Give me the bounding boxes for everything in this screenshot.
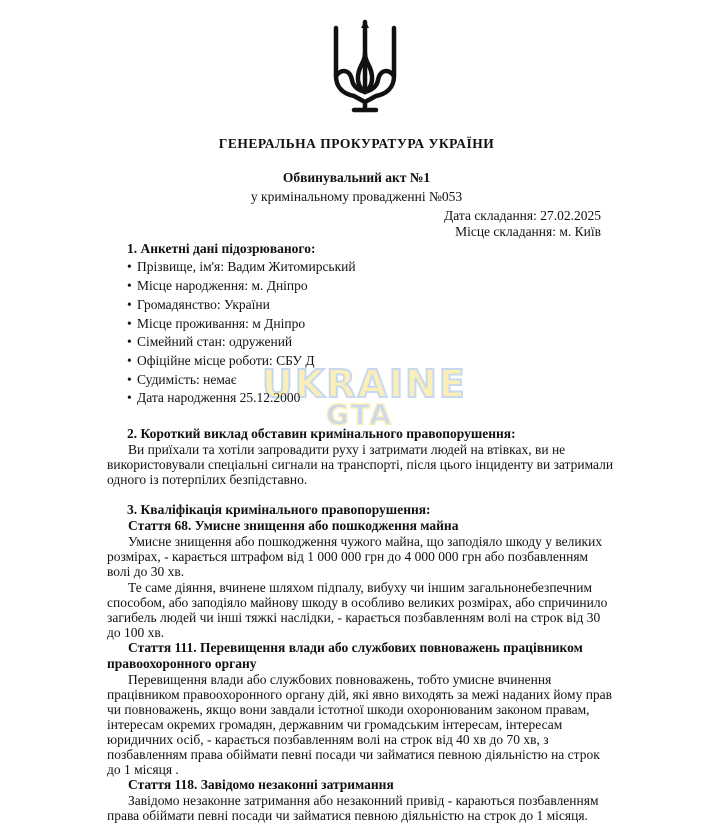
paragraph-line: права обіймати певні посади чи займатися певною діяльністю на строк до 1 місяця. <box>107 808 588 823</box>
list-item-text: Прізвище, ім'я: Вадим Житомирський <box>137 259 356 274</box>
paragraph-line: загибель людей чи інші тяжкі наслідки, - карається позбавленням волі на строк від 30 <box>107 610 601 625</box>
watermark-top-text: UKRAINE <box>262 362 467 406</box>
list-item-text: Судимість: немає <box>137 372 237 387</box>
compile-date: Дата складання: 27.02.2025 <box>444 208 601 223</box>
list-item-text: Сімейний стан: одружений <box>137 334 293 349</box>
act-title: Обвинувальний акт №1 <box>282 170 431 185</box>
paragraph-line: юридичних осіб, - карається позбавленням волі на строк від 40 хв до 70 хв, з <box>107 732 549 747</box>
list-item: • Дата народження 25.12.2000 <box>127 390 301 405</box>
paragraph-line: Перевищення влади або службових повноважень, тобто умисне вчинення <box>128 672 552 687</box>
list-item-text: Дата народження 25.12.2000 <box>137 390 301 405</box>
list-item: • Офіційне місце роботи: СБУ Д <box>127 353 315 368</box>
proceeding-line: у кримінальному провадженні №053 <box>250 189 463 204</box>
section1-title: 1. Анкетні дані підозрюваного: <box>127 241 316 256</box>
trident-emblem-icon <box>330 18 400 114</box>
paragraph-line: Умисне знищення або пошкодження чужого майна, що заподіяло шкоду у великих <box>128 534 603 549</box>
paragraph-line: позбавленням права обіймати певні посади чи займатися певною діяльністю на строк <box>107 747 600 762</box>
list-item-text: Громадянство: України <box>137 297 270 312</box>
article-111-title: Стаття 111. Перевищення влади або службових повноважень працівником <box>128 640 583 655</box>
paragraph-line: інтересам окремих громадян, державним чи громадським інтересам, інтересам <box>107 717 563 732</box>
list-item: • Місце народження: м. Дніпро <box>127 278 308 293</box>
article-68-title: Стаття 68. Умисне знищення або пошкодження майна <box>128 518 459 533</box>
article-118-title: Стаття 118. Завідомо незаконні затримання <box>128 777 394 792</box>
paragraph-line: до 100 хв. <box>107 625 165 640</box>
list-item-text: Офіційне місце роботи: СБУ Д <box>137 353 315 368</box>
list-item-text: Місце проживання: м Дніпро <box>137 316 306 331</box>
watermark-logo <box>256 362 466 434</box>
compile-place: Місце складання: м. Київ <box>455 224 601 239</box>
list-item: • Прізвище, ім'я: Вадим Житомирський <box>127 259 356 274</box>
list-item: • Місце проживання: м Дніпро <box>127 316 306 331</box>
paragraph-line: одного із потерпілих безпідставно. <box>107 472 308 487</box>
paragraph-line: чи повноважень, якщо вони завдали істотної шкоди охоронюваним законом правам, <box>107 702 590 717</box>
list-item: • Судимість: немає <box>127 372 237 387</box>
section3-title: 3. Кваліфікація кримінального правопорушення: <box>127 502 431 517</box>
article-111-title-cont: правоохоронного органу <box>107 656 257 671</box>
watermark-bottom-text: GTA <box>326 398 394 431</box>
paragraph-line: волі до 30 хв. <box>107 564 185 579</box>
paragraph-line: працівником правоохоронного органу дій, які явно виходять за межі наданих йому прав <box>107 687 613 702</box>
list-item: • Громадянство: України <box>127 297 270 312</box>
list-item: • Сімейний стан: одружений <box>127 334 293 349</box>
paragraph-line: до 1 місяця . <box>107 762 179 777</box>
paragraph-line: Те саме діяння, вчинене шляхом підпалу, вибуху чи іншим загальнонебезпечним <box>128 580 592 595</box>
list-item-text: Місце народження: м. Дніпро <box>137 278 308 293</box>
paragraph-line: способом, або заподіяло майнову шкоду в особливо великих розмірах, або спричинило <box>107 595 608 610</box>
paragraph-line: розмірах, - карається штрафом від 1 000 000 грн до 4 000 000 грн або позбавленням <box>107 549 589 564</box>
paragraph-line: Завідомо незаконне затримання або незаконний привід - караються позбавленням <box>128 793 599 808</box>
section2-title: 2. Короткий виклад обставин кримінального правопорушення: <box>127 426 516 441</box>
paragraph-line: використовували спеціальні сигнали на транспорті, після цього інциденту ви затримали <box>107 457 614 472</box>
organization-title: ГЕНЕРАЛЬНА ПРОКУРАТУРА УКРАЇНИ <box>218 136 495 151</box>
paragraph-line: Ви приїхали та хотіли запровадити руху і затримати людей на втівках, ви не <box>128 442 566 457</box>
